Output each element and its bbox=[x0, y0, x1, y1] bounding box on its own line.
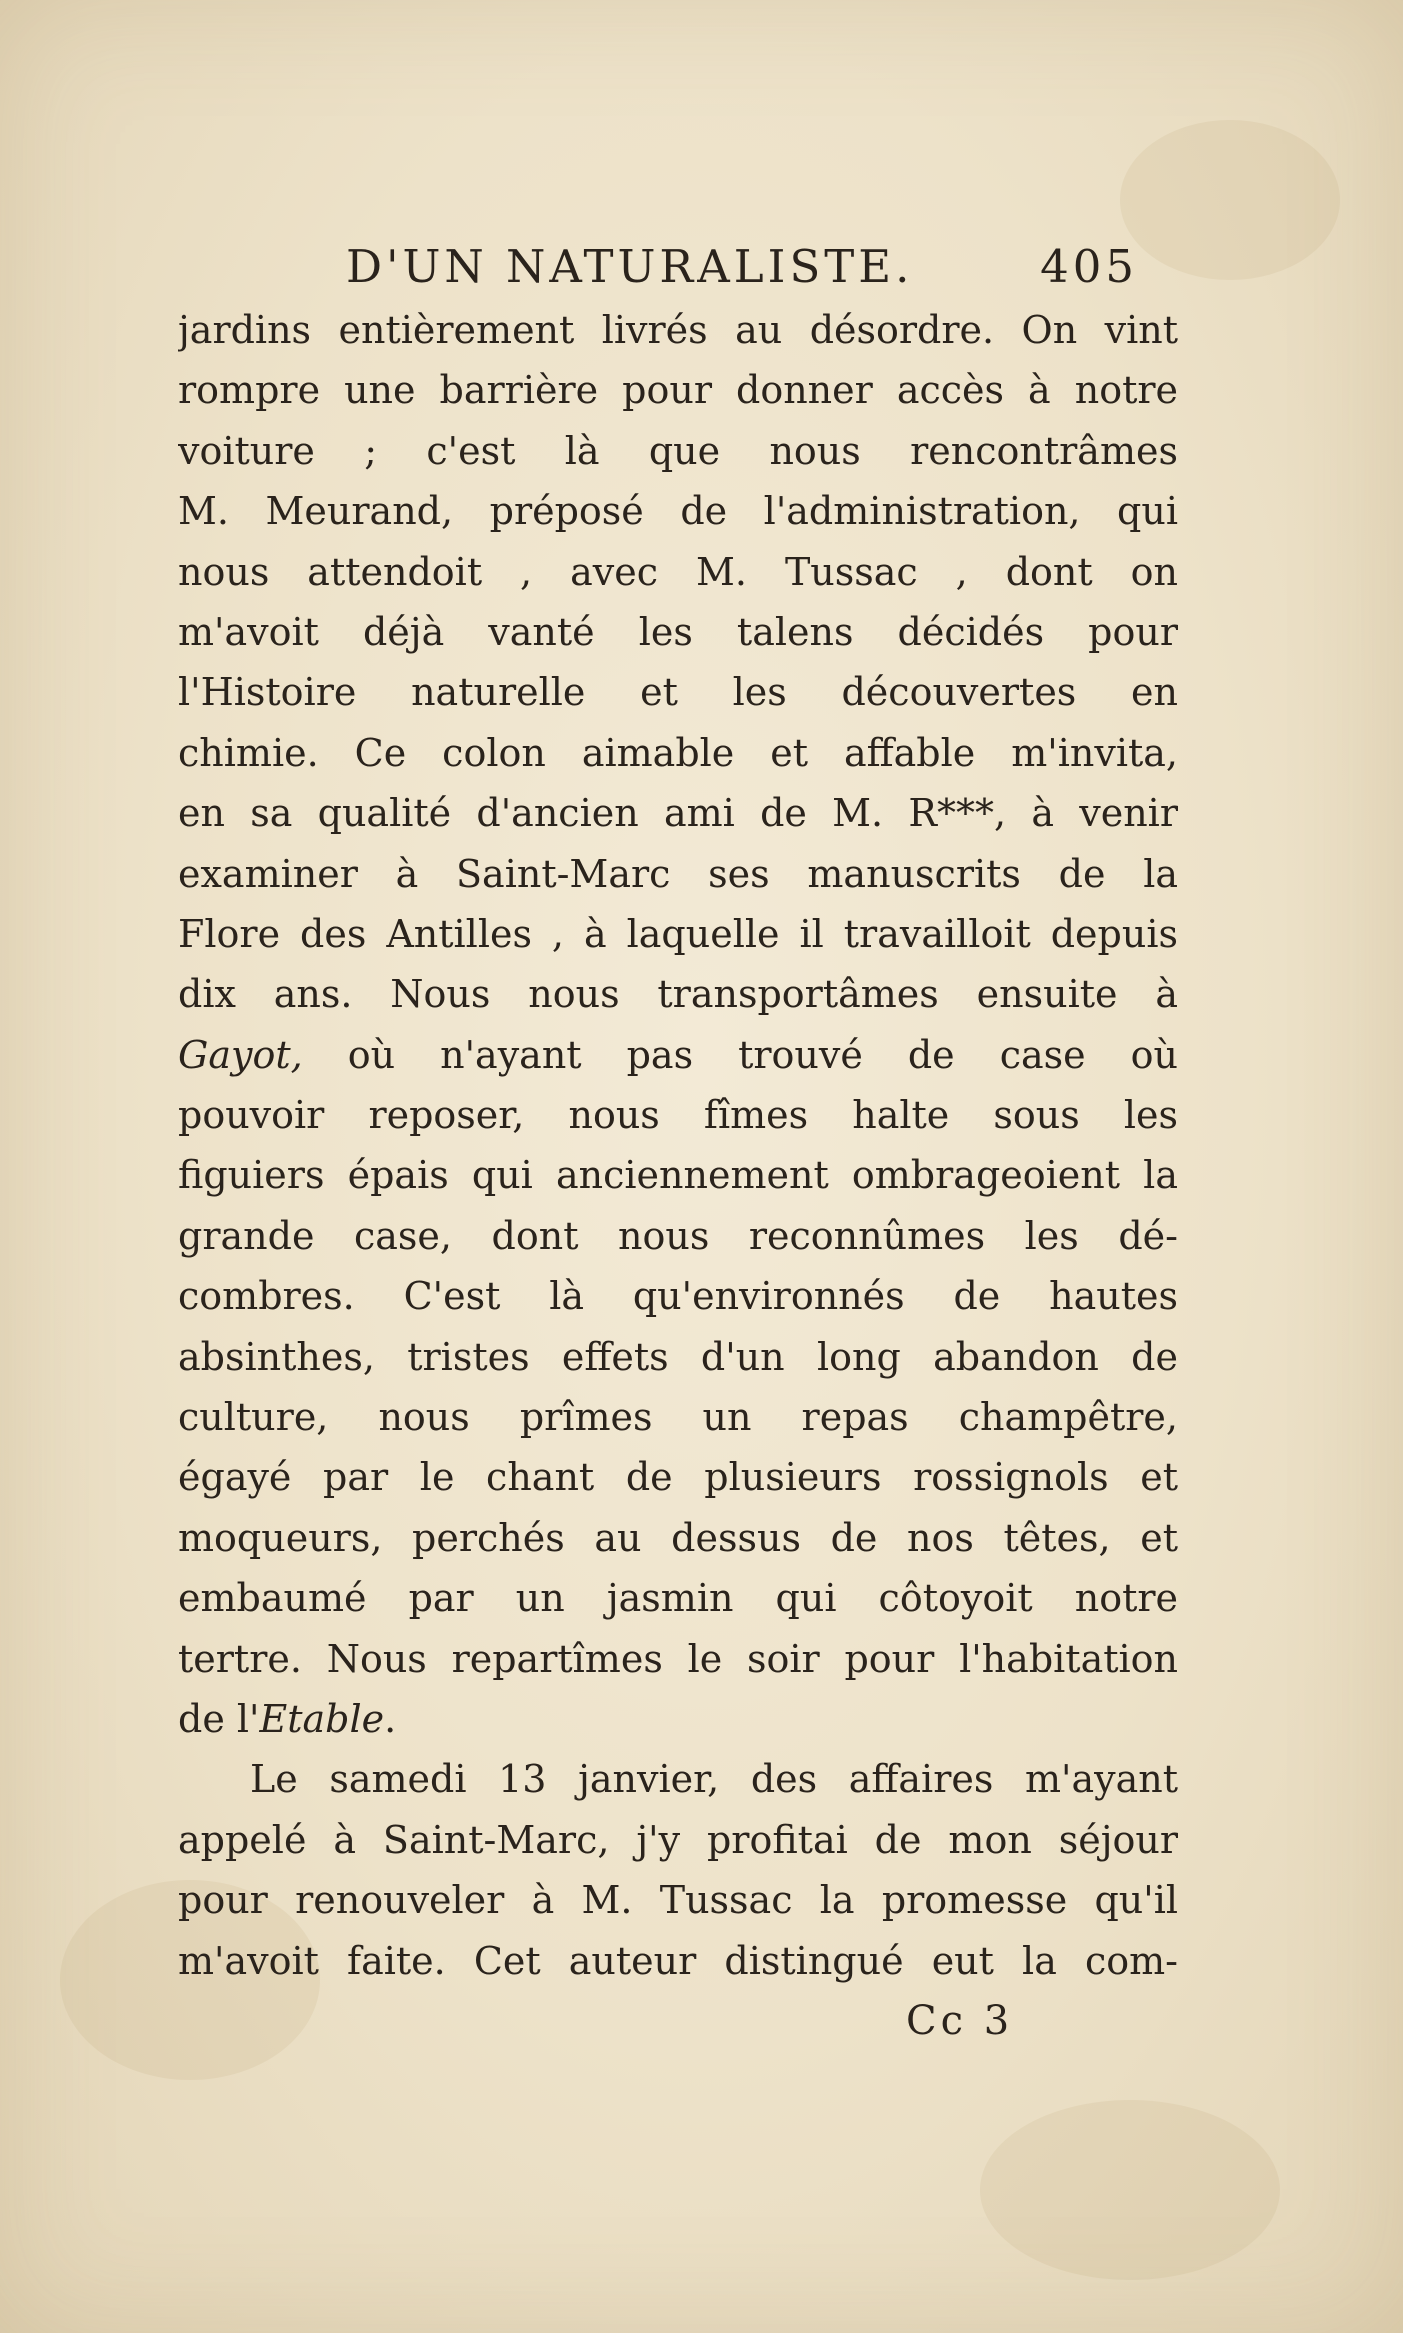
text-line: égayé par le chant de plusieurs rossignols et bbox=[178, 1455, 1178, 1500]
paper-stain bbox=[980, 2100, 1280, 2280]
text-line: culture, nous prîmes un repas champêtre, bbox=[178, 1395, 1178, 1440]
text-line: rompre une barrière pour donner accès à notre bbox=[178, 368, 1178, 413]
text-line: m'avoit déjà vanté les talens décidés pour bbox=[178, 609, 1178, 654]
text-line: jardins entièrement livrés au désordre. On vint bbox=[178, 308, 1178, 352]
text-line: Flore des Antilles , à laquelle il travailloit depuis bbox=[178, 911, 1178, 956]
text-line: Le samedi 13 janvier, des affaires m'ayant bbox=[250, 1757, 1178, 1802]
text-line: figuiers épais qui anciennement ombrageoient la bbox=[178, 1153, 1178, 1198]
text-line: grande case, dont nous reconnûmes les dé- bbox=[178, 1213, 1178, 1258]
page-number: 405 bbox=[1040, 240, 1138, 293]
signature-mark: Cc 3 bbox=[906, 1997, 1014, 2044]
running-head bbox=[178, 228, 1178, 300]
text-line: l'Histoire naturelle et les découvertes en bbox=[178, 670, 1178, 715]
text-line bbox=[178, 1025, 1178, 1085]
text-line: appelé à Saint-Marc, j'y profitai de mon séjour bbox=[178, 1817, 1178, 1862]
place-name-italic: Etable bbox=[259, 1696, 385, 1741]
text-line: M. Meurand, préposé de l'administration, qui bbox=[178, 489, 1178, 534]
text-line: m'avoit faite. Cet auteur distingué eut la com- bbox=[178, 1938, 1178, 1983]
text-line: nous attendoit , avec M. Tussac , dont on bbox=[178, 549, 1178, 594]
text-block bbox=[178, 228, 1178, 2051]
text-line: examiner à Saint-Marc ses manuscrits de la bbox=[178, 851, 1178, 896]
text-line: pouvoir reposer, nous fîmes halte sous les bbox=[178, 1093, 1178, 1138]
text-line: tertre. Nous repartîmes le soir pour l'habitation bbox=[178, 1636, 1178, 1681]
running-title: D'UN NATURALISTE. bbox=[346, 240, 914, 293]
place-name-italic: Gayot, bbox=[178, 1032, 303, 1077]
text-line: dix ans. Nous nous transportâmes ensuite à bbox=[178, 972, 1178, 1017]
text-line: combres. C'est là qu'environnés de hautes bbox=[178, 1274, 1178, 1319]
text-line: en sa qualité d'ancien ami de M. R***, à venir bbox=[178, 791, 1178, 836]
text-line: embaumé par un jasmin qui côtoyoit notre bbox=[178, 1576, 1178, 1621]
text-line bbox=[178, 1689, 1178, 1749]
body-text bbox=[178, 300, 1178, 1991]
text-line: pour renouveler à M. Tussac la promesse qu'il bbox=[178, 1878, 1178, 1923]
text-line-rest: où n'ayant pas trouvé de case où bbox=[302, 1032, 1178, 1077]
text-line: voiture ; c'est là que nous rencontrâmes bbox=[178, 428, 1178, 473]
text-line: chimie. Ce colon aimable et affable m'invita, bbox=[178, 730, 1178, 775]
text-line: absinthes, tristes effets d'un long abandon de bbox=[178, 1334, 1178, 1379]
text-line-suffix: . bbox=[384, 1696, 397, 1741]
text-line: moqueurs, perchés au dessus de nos têtes, et bbox=[178, 1515, 1178, 1560]
text-line-prefix: de l' bbox=[178, 1696, 260, 1741]
